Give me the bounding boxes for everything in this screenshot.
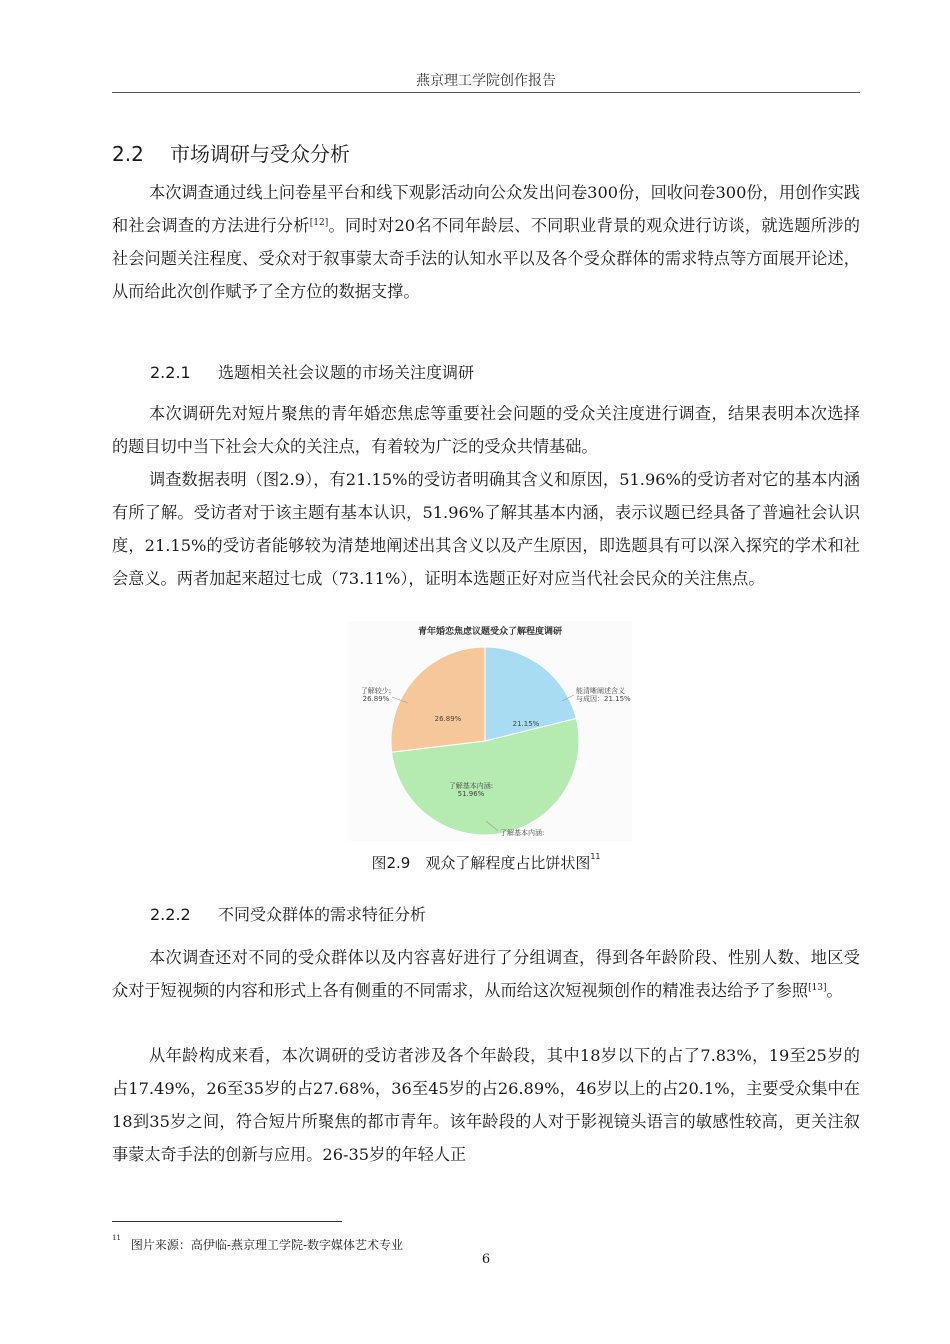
subsection-title: 不同受众群体的需求特征分析 <box>218 905 427 924</box>
subsection-title: 选题相关社会议题的市场关注度调研 <box>218 363 475 382</box>
outer-label-clear-1: 能清晰阐述含义 <box>576 687 625 695</box>
footnote-text: 图片来源：高伊临-燕京理工学院-数字媒体艺术专业 <box>130 1238 404 1252</box>
data-label-26-89: 26.89% <box>434 715 462 723</box>
outer-label-less-2: 26.89% <box>362 695 390 703</box>
subsection-heading-1 <box>150 360 474 383</box>
reference-mark: [13] <box>808 983 827 993</box>
data-label-21-15: 21.15% <box>512 720 540 728</box>
header-rule <box>112 92 860 93</box>
pie-chart-svg <box>348 621 632 841</box>
paragraph-survey-data <box>112 463 860 595</box>
paragraph-text: 本次调查通过线上问卷星平台和线下观影活动向公众发出问卷300份，回收问卷300份，用创作实践和社会调查的方法进行分析 <box>112 183 860 235</box>
reference-mark: [12] <box>309 218 329 228</box>
footnote <box>112 1236 403 1253</box>
paragraph-audience-groups <box>112 941 860 1007</box>
paragraph-text: 本次调研先对短片聚焦的青年婚恋焦虑等重要社会问题的受众关注度进行调查，结果表明本次选择的题目切中当下社会大众的关注点，有着较为广泛的受众共情基础。 <box>112 404 860 456</box>
footnote-rule <box>112 1221 342 1222</box>
caption-note: 11 <box>590 852 601 861</box>
paragraph-text: 本次调查还对不同的受众群体以及内容喜好进行了分组调查，得到各年龄阶段、性别人数、地区受众对于短视频的内容和形式上各有侧重的不同需求，从而给这次短视频创作的精准表达给予了参照 <box>112 948 860 1000</box>
section-heading <box>112 138 350 167</box>
caption-text: 图2.9 观众了解程度占比饼状图 <box>371 854 591 872</box>
paragraph-age-structure <box>112 1039 860 1171</box>
paragraph-attention <box>112 397 860 463</box>
outer-label-basic: 了解基本内涵: <box>500 829 545 837</box>
subsection-number: 2.2.1 <box>150 363 191 382</box>
paragraph-text: 从年龄构成来看，本次调研的受访者涉及各个年龄段，其中18岁以下的占了7.83%，19至25岁的占17.49%，26至35岁的占27.68%，36至45岁的占26.89%，46岁以上的占20.1%，主要受众集中在18到35岁之间，符合短片所聚焦的都市青年。该年龄段的人对于影视镜头语言的敏感性较高，更关注叙事蒙太奇手法的创新与应用。26-35岁的年轻人正 <box>112 1046 860 1164</box>
subsection-heading-2 <box>150 902 426 925</box>
page-number: 6 <box>481 1252 491 1267</box>
subsection-number: 2.2.2 <box>150 905 191 924</box>
figure-caption <box>112 852 860 873</box>
data-label-51-96-name: 了解基本内涵: <box>448 782 494 790</box>
chart-title: 青年婚恋焦虑议题受众了解程度调研 <box>417 627 563 637</box>
outer-label-less-1: 了解较少: <box>360 687 392 695</box>
data-label-51-96-value: 51.96% <box>457 790 485 798</box>
paragraph-text: 。 <box>826 981 843 1000</box>
page-header: 燕京理工学院创作报告 <box>416 73 556 89</box>
paragraph-intro <box>112 176 860 308</box>
paragraph-text: 。同时对20名不同年龄层、不同职业背景的观众进行访谈，就选题所涉的社会问题关注程度、受众对于叙事蒙太奇手法的认知水平以及各个受众群体的需求特点等方面展开论述，从而给此次创作赋予了全方位的数据支撑。 <box>112 216 860 301</box>
section-title: 市场调研与受众分析 <box>170 142 350 166</box>
paragraph-text: 调查数据表明（图2.9），有21.15%的受访者明确其含义和原因，51.96%的受访者对它的基本内涵有所了解。受访者对于该主题有基本认识，51.96%了解其基本内涵，表示议题已经具备了普遍社会认识度，21.15%的受访者能够较为清楚地阐述出其含义以及产生原因，即选题具有可以深入探究的学术和社会意义。两者加起来超过七成（73.11%），证明本选题正好对应当代社会民众的关注焦点。 <box>112 470 860 588</box>
pie-chart <box>348 621 632 841</box>
footnote-number: 11 <box>112 1234 121 1242</box>
outer-label-clear-2: 与成因：21.15% <box>576 695 631 703</box>
section-number: 2.2 <box>112 142 144 166</box>
